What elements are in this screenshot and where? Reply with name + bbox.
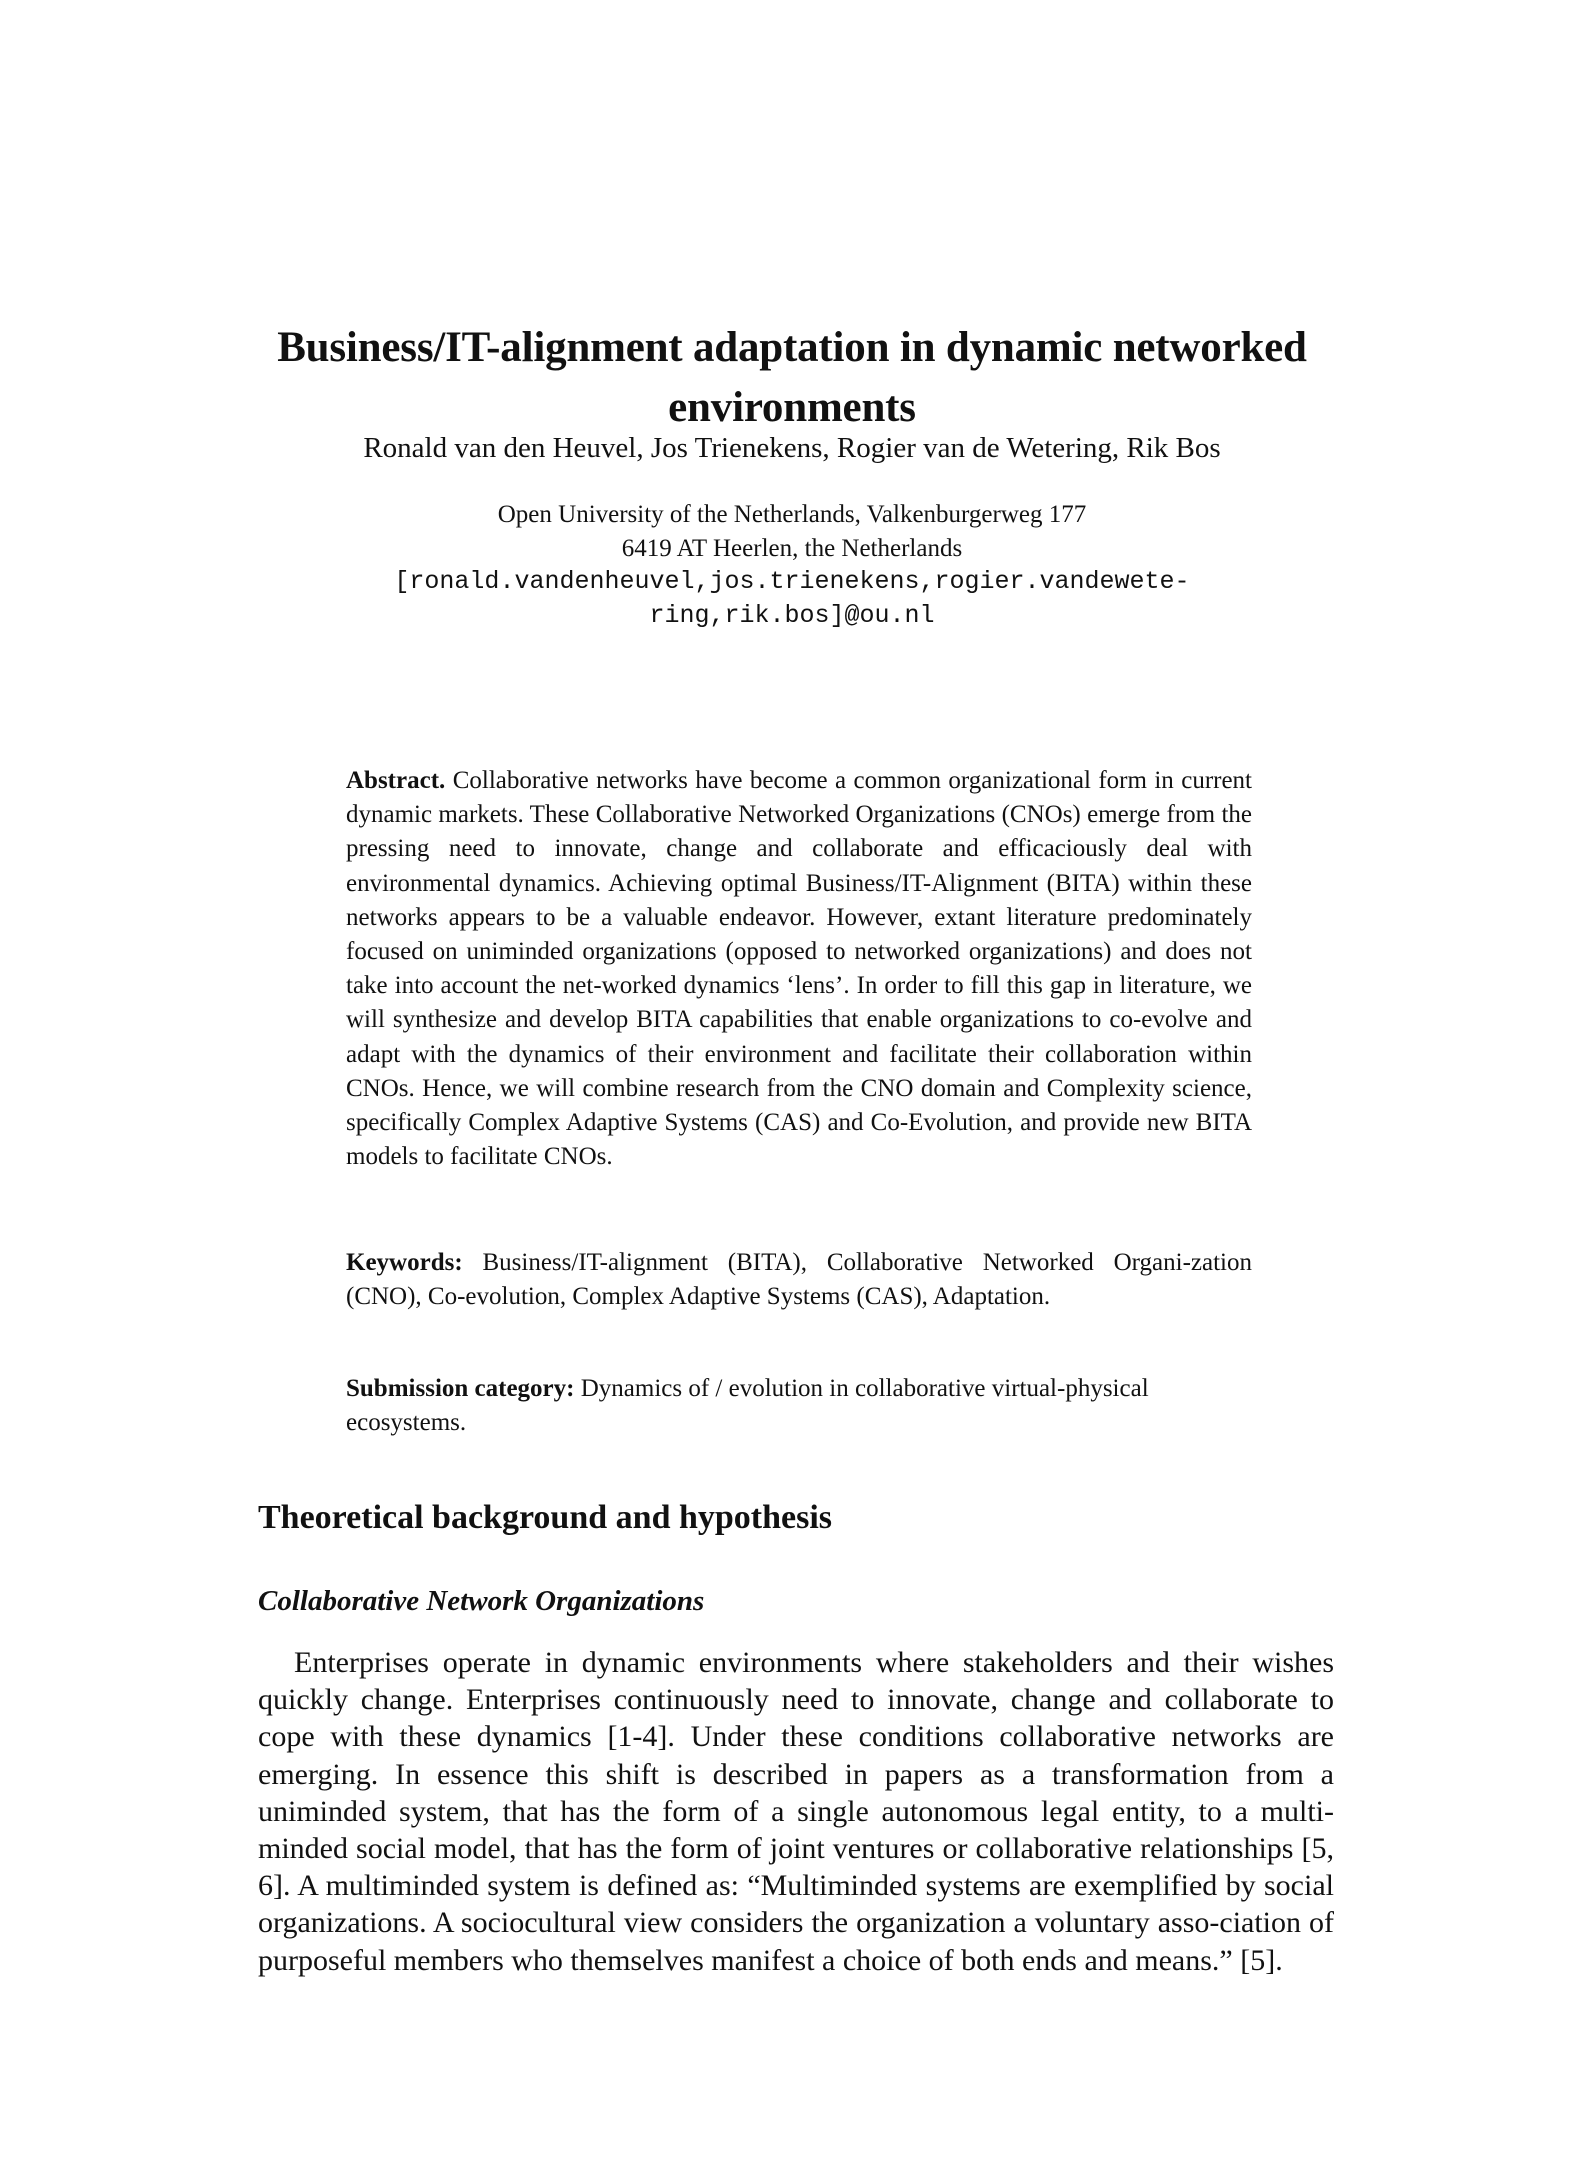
author-emails xyxy=(300,565,1284,633)
abstract-paragraph xyxy=(346,764,1252,1174)
title-line-1: Business/IT-alignment adaptation in dynamic networked xyxy=(277,324,1307,371)
body-paragraph: Enterprises operate in dynamic environments where stakeholders and their wishes quickly change. Enterprises continuously need to innovate, change and collaborate to cope with these dynamics [1-4]. Under these conditions collaborative networks are emerging. In essence this shift is described in papers as a transformation from a uniminded system, that has the form of a single autonomous legal entity, to a multi-minded social model, that has the form of joint ventures or collaborative relationships [5, 6]. A multiminded system is defined as: “Multiminded systems are exemplified by social organizations. A sociocultural view considers the organization a voluntary asso-ciation of purposeful members who themselves manifest a choice of both ends and means.” [5]. xyxy=(258,1646,1334,1977)
affiliation-line-1: Open University of the Netherlands, Valkenburgerweg 177 xyxy=(497,501,1087,528)
abstract-text: Collaborative networks have become a common organizational form in current dynamic markets. These Collaborative Networked Organizations (CNOs) emerge from the pressing need to innovate, change and collaborate and efficaciously deal with environmental dynamics. Achieving optimal Business/IT-Alignment (BITA) within these networks appears to be a valuable endeavor. However, extant literature predominately focused on uniminded organizations (opposed to networked organizations) and does not take into account the net-worked dynamics ‘lens’. In order to fill this gap in literature, we will synthesize and develop BITA capabilities that enable organizations to co-evolve and adapt with the dynamics of their environment and facilitate their collaboration within CNOs. Hence, we will combine research from the CNO domain and Complexity science, specifically Complex Adaptive Systems (CAS) and Co-Evolution, and provide new BITA models to facilitate CNOs. xyxy=(346,767,1253,1171)
keywords xyxy=(346,1246,1252,1314)
affiliation-line-2: 6419 AT Heerlen, the Netherlands xyxy=(621,535,963,562)
section-heading: Theoretical background and hypothesis xyxy=(258,1499,833,1536)
email-line-2: ring,rik.bos]@ou.nl xyxy=(649,601,935,630)
submission-label: Submission category: xyxy=(346,1375,575,1402)
author-list: Ronald van den Heuvel, Jos Trienekens, Rogier van de Wetering, Rik Bos xyxy=(363,432,1221,464)
title-line-2: environments xyxy=(668,384,916,431)
keywords-label: Keywords: xyxy=(346,1249,463,1276)
submission-category xyxy=(346,1372,1252,1440)
paper-title xyxy=(250,318,1334,438)
abstract-label: Abstract. xyxy=(346,767,446,794)
subsection-heading: Collaborative Network Organizations xyxy=(258,1585,705,1617)
keywords-text: Business/IT-alignment (BITA), Collaborative Networked Organi-zation (CNO), Co-evolution, Complex Adaptive Systems (CAS), Adaptation. xyxy=(346,1249,1252,1311)
affiliation xyxy=(250,498,1334,566)
submission-text: Dynamics of / evolution in collaborative virtual-physical ecosystems. xyxy=(346,1375,1149,1437)
email-line-1: [ronald.vandenheuvel,jos.trienekens,rogier.vandewete- xyxy=(394,567,1190,596)
abstract xyxy=(346,764,1252,1174)
